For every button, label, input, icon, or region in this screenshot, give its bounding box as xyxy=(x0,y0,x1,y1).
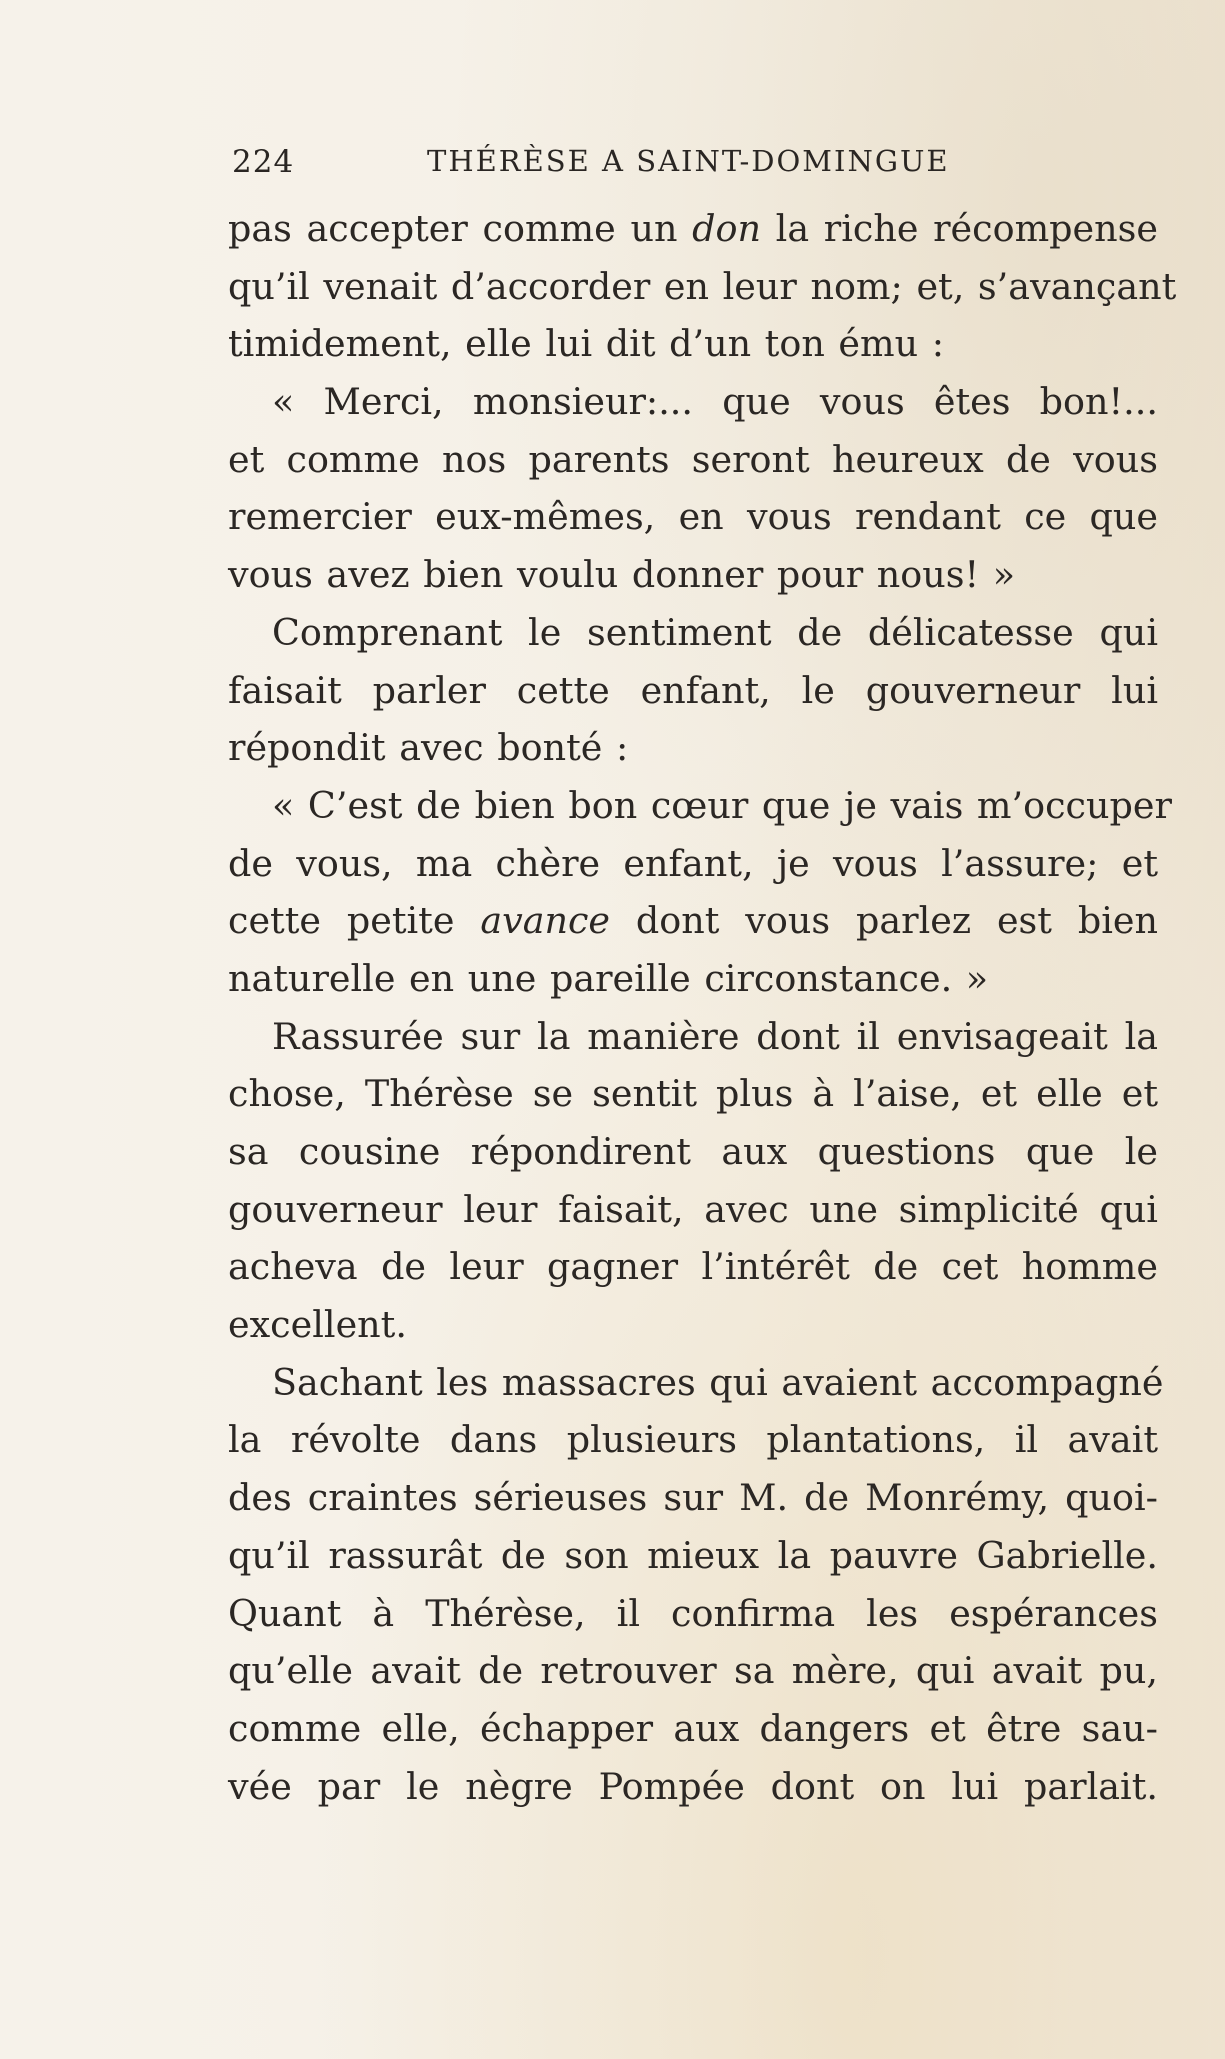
body-text xyxy=(228,200,1177,1815)
text-line xyxy=(228,1296,1158,1354)
page-header xyxy=(232,144,992,184)
text-line xyxy=(228,488,1158,546)
text-line xyxy=(228,373,1158,431)
text-segment: excellent. xyxy=(228,1303,407,1347)
text-line xyxy=(228,950,1158,1008)
text-segment: Quant à Thérèse, il confirma les espérances xyxy=(228,1591,1158,1635)
text-line xyxy=(228,1411,1158,1469)
text-segment: dont vous parlez est bien xyxy=(610,899,1158,943)
text-line xyxy=(228,315,1158,373)
text-line xyxy=(228,777,1172,835)
text-segment: vée par le nègre Pompée dont on lui parlait. xyxy=(228,1764,1158,1808)
text-line xyxy=(228,662,1158,720)
text-segment: « C’est de bien bon cœur que je vais m’occuper xyxy=(272,783,1172,827)
text-segment: de vous, ma chère enfant, je vous l’assure; et xyxy=(228,841,1158,885)
text-line xyxy=(228,546,1158,604)
text-line xyxy=(228,1642,1158,1700)
italic-word: avance xyxy=(480,899,611,943)
text-line xyxy=(228,1065,1158,1123)
text-line xyxy=(228,1700,1158,1758)
text-segment: chose, Thérèse se sentit plus à l’aise, et elle et xyxy=(228,1072,1158,1116)
text-line xyxy=(228,1758,1158,1816)
text-line xyxy=(228,200,1158,258)
text-line xyxy=(228,1123,1158,1181)
text-segment: et comme nos parents seront heureux de vous xyxy=(228,437,1158,481)
text-segment: sa cousine répondirent aux questions que le xyxy=(228,1130,1158,1173)
text-line xyxy=(228,892,1158,950)
text-segment: comme elle, échapper aux dangers et être sau- xyxy=(228,1706,1158,1750)
text-segment: acheva de leur gagner l’intérêt de cet homme xyxy=(228,1245,1158,1289)
text-line xyxy=(228,835,1158,893)
text-segment: Sachant les massacres qui avaient accompagné xyxy=(272,1360,1164,1404)
text-segment: gouverneur leur faisait, avec une simplicité qui xyxy=(228,1187,1158,1231)
text-segment: des craintes sérieuses sur M. de Monrémy, quoi- xyxy=(228,1476,1158,1520)
text-segment: répondit avec bonté : xyxy=(228,726,629,770)
text-line xyxy=(228,1354,1164,1412)
italic-word: don xyxy=(692,207,761,250)
text-line xyxy=(228,604,1158,662)
text-line xyxy=(228,258,1177,316)
text-segment: la révolte dans plusieurs plantations, il avait xyxy=(228,1418,1158,1462)
text-line xyxy=(228,719,1158,777)
text-segment: qu’elle avait de retrouver sa mère, qui avait pu, xyxy=(228,1649,1158,1693)
text-segment: qu’il venait d’accorder en leur nom; et, s’avançant xyxy=(228,264,1177,308)
text-segment: « Merci, monsieur:... que vous êtes bon!... xyxy=(272,380,1158,424)
running-title: THÉRÈSE A SAINT-DOMINGUE xyxy=(427,144,950,178)
text-segment: Rassurée sur la manière dont il envisageait la xyxy=(272,1014,1158,1058)
text-line xyxy=(228,1527,1158,1585)
text-segment: timidement, elle lui dit d’un ton ému : xyxy=(228,322,945,366)
text-segment: naturelle en une pareille circonstance. » xyxy=(228,956,989,1000)
text-line xyxy=(228,1585,1158,1643)
text-line xyxy=(228,1238,1158,1296)
text-line xyxy=(228,431,1158,489)
text-segment: vous avez bien voulu donner pour nous! » xyxy=(228,553,1016,597)
text-line xyxy=(228,1008,1158,1066)
text-segment: faisait parler cette enfant, le gouverneur lui xyxy=(228,668,1158,712)
text-line xyxy=(228,1469,1158,1527)
text-segment: Comprenant le sentiment de délicatesse qui xyxy=(272,610,1158,654)
text-segment: pas accepter comme un xyxy=(228,207,693,250)
text-segment: cette petite xyxy=(228,899,481,943)
page-number: 224 xyxy=(232,144,295,180)
text-line xyxy=(228,1181,1158,1239)
text-segment: qu’il rassurât de son mieux la pauvre Gabrielle. xyxy=(228,1533,1158,1577)
text-segment: la riche récompense xyxy=(760,207,1158,250)
text-segment: remercier eux-mêmes, en vous rendant ce que xyxy=(228,495,1158,539)
